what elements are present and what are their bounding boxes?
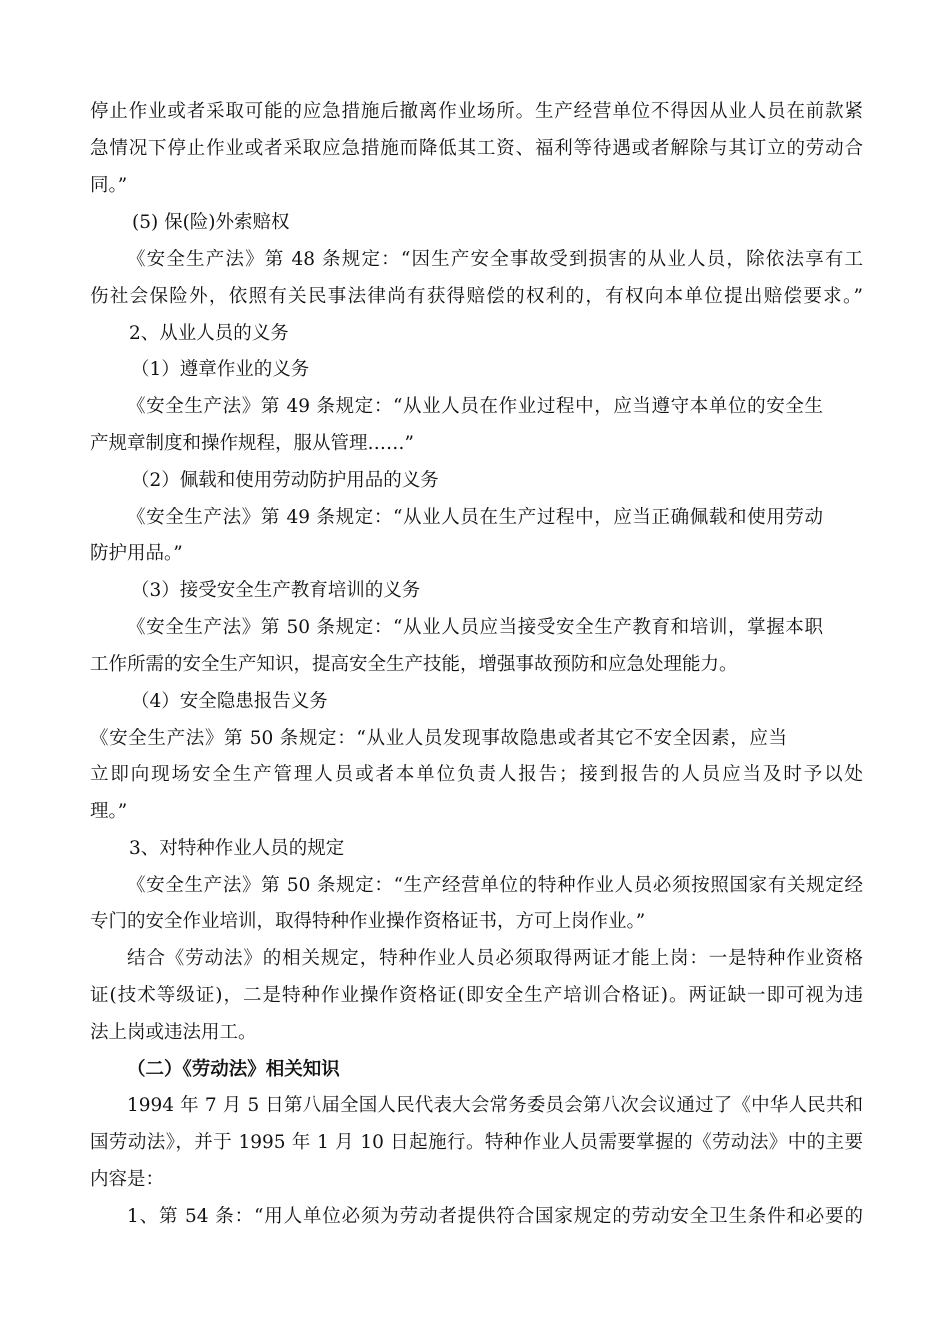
text-line: 证(技术等级证)，二是特种作业操作资格证(即安全生产培训合格证)。两证缺一即可视为违 bbox=[90, 985, 863, 1006]
text-line: 停止作业或者采取可能的应急措施后撤离作业场所。生产经营单位不得因从业人员在前款紧 bbox=[90, 101, 863, 122]
heading-line: 3、对特种作业人员的规定 bbox=[129, 838, 345, 859]
text-line: （1）遵章作业的义务 bbox=[131, 359, 310, 380]
text-line: 工作所需的安全生产知识，提高安全生产技能，增强事故预防和应急处理能力。 bbox=[90, 654, 738, 675]
section-heading: （二）《劳动法》相关知识 bbox=[127, 1059, 340, 1080]
text-line: 《安全生产法》第 50 条规定：“生产经营单位的特种作业人员必须按照国家有关规定经 bbox=[127, 875, 863, 896]
text-line: 《安全生产法》第 48 条规定：“因生产安全事故受到损害的从业人员，除依法享有工 bbox=[127, 249, 863, 270]
text-line: （4）安全隐患报告义务 bbox=[131, 691, 328, 712]
text-line: 结合《劳动法》的相关规定，特种作业人员必须取得两证才能上岗：一是特种作业资格 bbox=[127, 948, 863, 969]
text-line: 1994 年 7 月 5 日第八届全国人民代表大会常务委员会第八次会议通过了《中华人民共和 bbox=[127, 1095, 863, 1116]
text-line: 《安全生产法》第 49 条规定：“从业人员在作业过程中，应当遵守本单位的安全生 bbox=[127, 396, 823, 417]
text-line: （2）佩载和使用劳动防护用品的义务 bbox=[131, 470, 439, 491]
text-line: 专门的安全作业培训，取得特种作业操作资格证书，方可上岗作业。” bbox=[90, 911, 646, 932]
text-line: 理。” bbox=[90, 801, 128, 822]
text-line: 内容是： bbox=[90, 1169, 165, 1190]
text-line: 同。” bbox=[90, 175, 128, 196]
text-line: 防护用品。” bbox=[90, 543, 183, 564]
text-line: 急情况下停止作业或者采取应急措施而降低其工资、福利等待遇或者解除与其订立的劳动合 bbox=[90, 138, 863, 159]
text-line: (5) 保(险)外索赔权 bbox=[132, 212, 290, 233]
text-line: 《安全生产法》第 50 条规定：“从业人员发现事故隐患或者其它不安全因素，应当 bbox=[90, 728, 787, 749]
text-line: （3）接受安全生产教育培训的义务 bbox=[131, 580, 421, 601]
text-line: 1、第 54 条：“用人单位必须为劳动者提供符合国家规定的劳动安全卫生条件和必要的 bbox=[127, 1206, 863, 1227]
text-line: 产规章制度和操作规程，服从管理……” bbox=[90, 433, 414, 454]
text-line: 法上岗或违法用工。 bbox=[90, 1022, 257, 1043]
text-line: 国劳动法》，并于 1995 年 1 月 10 日起施行。特种作业人员需要掌握的《劳动法》中的主要 bbox=[90, 1132, 863, 1153]
text-line: 《安全生产法》第 50 条规定：“从业人员应当接受安全生产教育和培训，掌握本职 bbox=[127, 617, 823, 638]
text-line: 《安全生产法》第 49 条规定：“从业人员在生产过程中，应当正确佩载和使用劳动 bbox=[127, 507, 823, 528]
heading-line: 2、从业人员的义务 bbox=[129, 323, 289, 344]
text-line: 伤社会保险外，依照有关民事法律尚有获得赔偿的权利的，有权向本单位提出赔偿要求。” bbox=[90, 286, 863, 307]
text-line: 立即向现场安全生产管理人员或者本单位负责人报告；接到报告的人员应当及时予以处 bbox=[90, 764, 863, 785]
